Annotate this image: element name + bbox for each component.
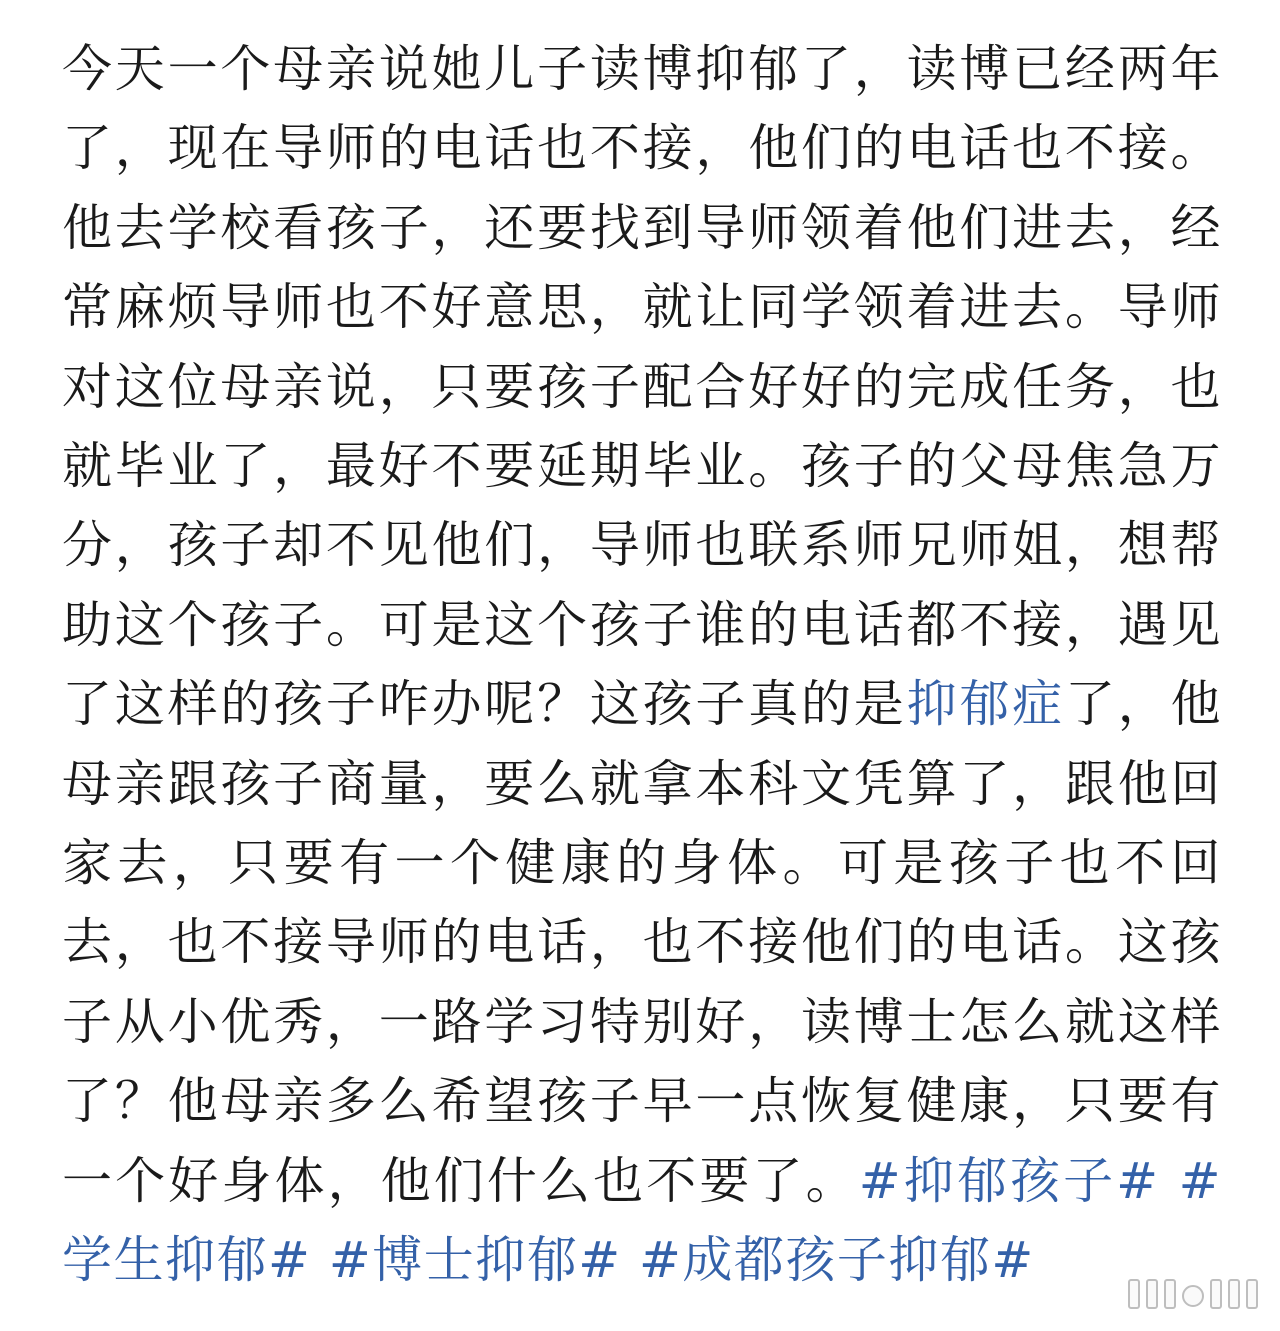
- post-text: 今天一个母亲说她儿子读博抑郁了，读博已经两年了，现在导师的电话也不接，他们的电话也不接。他去学校看孩子，还要找到导师领着他们进去，经常麻烦导师也不好意思，就让同学领着进去。导师对这位母亲说，只要孩子配合好好的完成任务，也就毕业了，最好不要延期毕业。孩子的父母焦急万分，孩子却不见他们，导师也联系师兄师姐，想帮助这个孩子。可是这个孩子谁的电话都不接，遇见了这样的孩子咋办呢？这孩子真的是: [62, 40, 1222, 734]
- watermark-bar-icon: [1246, 1279, 1258, 1309]
- hashtag-link[interactable]: #抑郁孩子#: [858, 1151, 1160, 1210]
- watermark-bar-icon: [1210, 1279, 1222, 1309]
- watermark-circle-icon: [1182, 1285, 1204, 1307]
- post-body: [62, 30, 1222, 1301]
- platform-watermark-icon: [1128, 1279, 1258, 1309]
- watermark-bar-icon: [1164, 1279, 1176, 1309]
- watermark-bar-icon: [1128, 1279, 1140, 1309]
- hashtag-link[interactable]: #学生抑郁#: [62, 1151, 1222, 1290]
- watermark-bar-icon: [1228, 1279, 1240, 1309]
- hashtag-link[interactable]: #博士抑郁#: [328, 1231, 622, 1290]
- watermark-bar-icon: [1146, 1279, 1158, 1309]
- hashtag-link[interactable]: #成都孩子抑郁#: [639, 1231, 1035, 1290]
- keyword-link[interactable]: 抑郁症: [906, 675, 1065, 734]
- post-text-continued: 了，他母亲跟孩子商量，要么就拿本科文凭算了，跟他回家去，只要有一个健康的身体。可是孩子也不回去，也不接导师的电话，也不接他们的电话。这孩子从小优秀，一路学习特别好，读博士怎么就这样了？他母亲多么希望孩子早一点恢复健康，只要有一个好身体，他们什么也不要了。: [62, 675, 1223, 1210]
